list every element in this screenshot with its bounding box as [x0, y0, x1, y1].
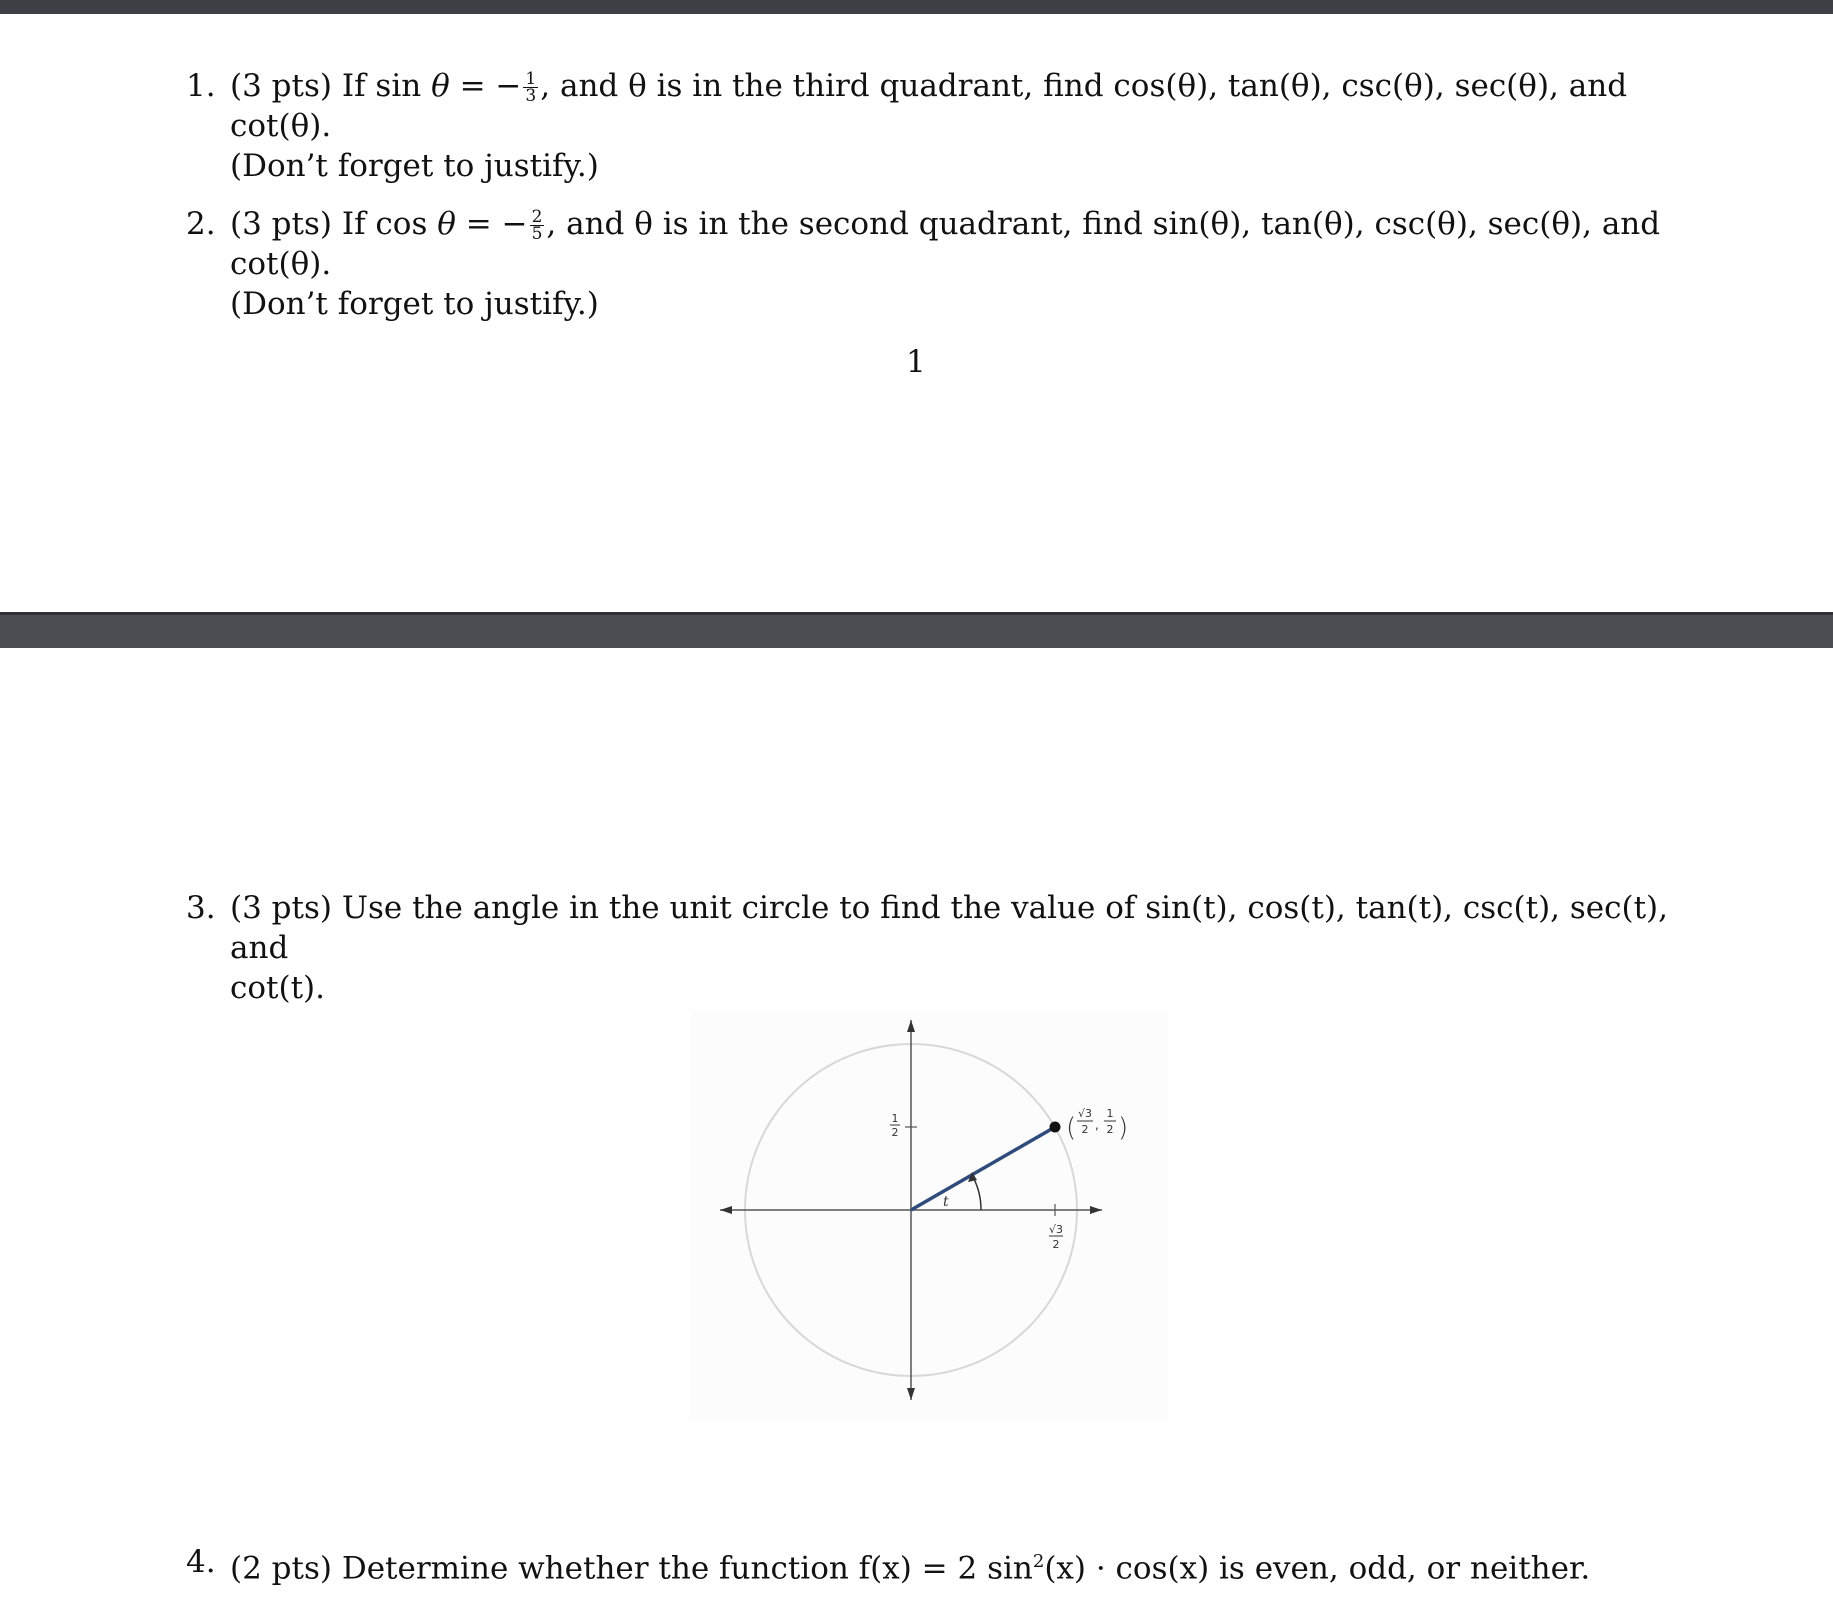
y-axis-arrow-up	[907, 1020, 915, 1032]
page-separator-bar	[0, 612, 1833, 651]
y-tick-label-den: 2	[891, 1126, 899, 1139]
problem-note: (Don’t forget to justify.)	[230, 286, 599, 322]
fraction	[530, 209, 545, 242]
point-label-y-num: 1	[1106, 1107, 1114, 1120]
problem-number: 1.	[186, 68, 216, 104]
problem-number: 4.	[186, 1544, 216, 1580]
fraction-numerator: 1	[525, 69, 537, 89]
viewer-top-bar	[0, 0, 1833, 14]
problem-text-rest: , and θ is in the third quadrant, find cos(θ), tan(θ), csc(θ), sec(θ), and cot(θ).	[230, 68, 1628, 144]
problem-text-before: Determine whether the function f(x) = 2 sin	[341, 1550, 1033, 1587]
fraction	[523, 71, 538, 104]
problem-points: (3 pts)	[230, 68, 332, 104]
x-axis-arrow-left	[720, 1206, 732, 1214]
x-axis-arrow-right	[1090, 1206, 1102, 1214]
problem-text-line2: cot(t).	[230, 970, 325, 1006]
fraction-denominator: 3	[525, 86, 537, 106]
point-label-x-num: √3	[1077, 1107, 1093, 1120]
problem-text-intro: If cos	[341, 206, 428, 242]
x-tick-label	[1049, 1223, 1063, 1251]
theta-symbol: θ	[437, 206, 456, 242]
y-axis-arrow-down	[907, 1388, 915, 1400]
problem-body	[230, 66, 1710, 186]
terminal-point	[1050, 1122, 1061, 1133]
unit-circle-figure	[690, 1010, 1168, 1420]
point-label-y-den: 2	[1106, 1123, 1114, 1136]
problem-points: (3 pts)	[230, 206, 332, 242]
paren-open: (	[1066, 1113, 1077, 1143]
problem-text-after: (x) · cos(x) is even, odd, or neither.	[1044, 1550, 1591, 1587]
problem-number: 2.	[186, 206, 216, 242]
y-tick-label-num: 1	[891, 1112, 899, 1125]
problem-text-intro: If sin	[341, 68, 422, 104]
equals-minus: = −	[455, 206, 528, 242]
x-tick-label-den: 2	[1052, 1238, 1060, 1251]
unit-circle-svg	[690, 1010, 1168, 1420]
problem-number: 3.	[186, 890, 216, 926]
equals-minus: = −	[449, 68, 522, 104]
problem-body	[230, 888, 1710, 1008]
theta-symbol: θ	[431, 68, 450, 104]
problem-body	[230, 1542, 1710, 1588]
point-label	[1066, 1107, 1128, 1143]
problem-note: (Don’t forget to justify.)	[230, 148, 599, 184]
page-number: 1	[906, 344, 926, 380]
point-label-x-den: 2	[1081, 1123, 1089, 1136]
terminal-ray	[911, 1127, 1055, 1210]
page-1	[0, 14, 1833, 612]
problem-points: (3 pts)	[230, 890, 332, 926]
problem-text-rest: , and θ is in the second quadrant, find sin(θ), tan(θ), csc(θ), sec(θ), and cot(θ).	[230, 206, 1661, 282]
point-label-comma: ,	[1095, 1118, 1099, 1132]
paren-close: )	[1118, 1113, 1129, 1143]
y-tick-label	[890, 1112, 900, 1139]
exponent: 2	[1032, 1551, 1045, 1572]
angle-label: t	[943, 1194, 949, 1210]
problem-body	[230, 204, 1710, 324]
angle-arc	[973, 1177, 981, 1210]
x-tick-label-num: √3	[1048, 1223, 1064, 1236]
fraction-numerator: 2	[531, 207, 543, 227]
problem-text: Use the angle in the unit circle to find the value of sin(t), cos(t), tan(t), csc(t), sec(t), and	[230, 890, 1668, 966]
fraction-denominator: 5	[531, 224, 543, 244]
problem-points: (2 pts)	[230, 1550, 332, 1587]
